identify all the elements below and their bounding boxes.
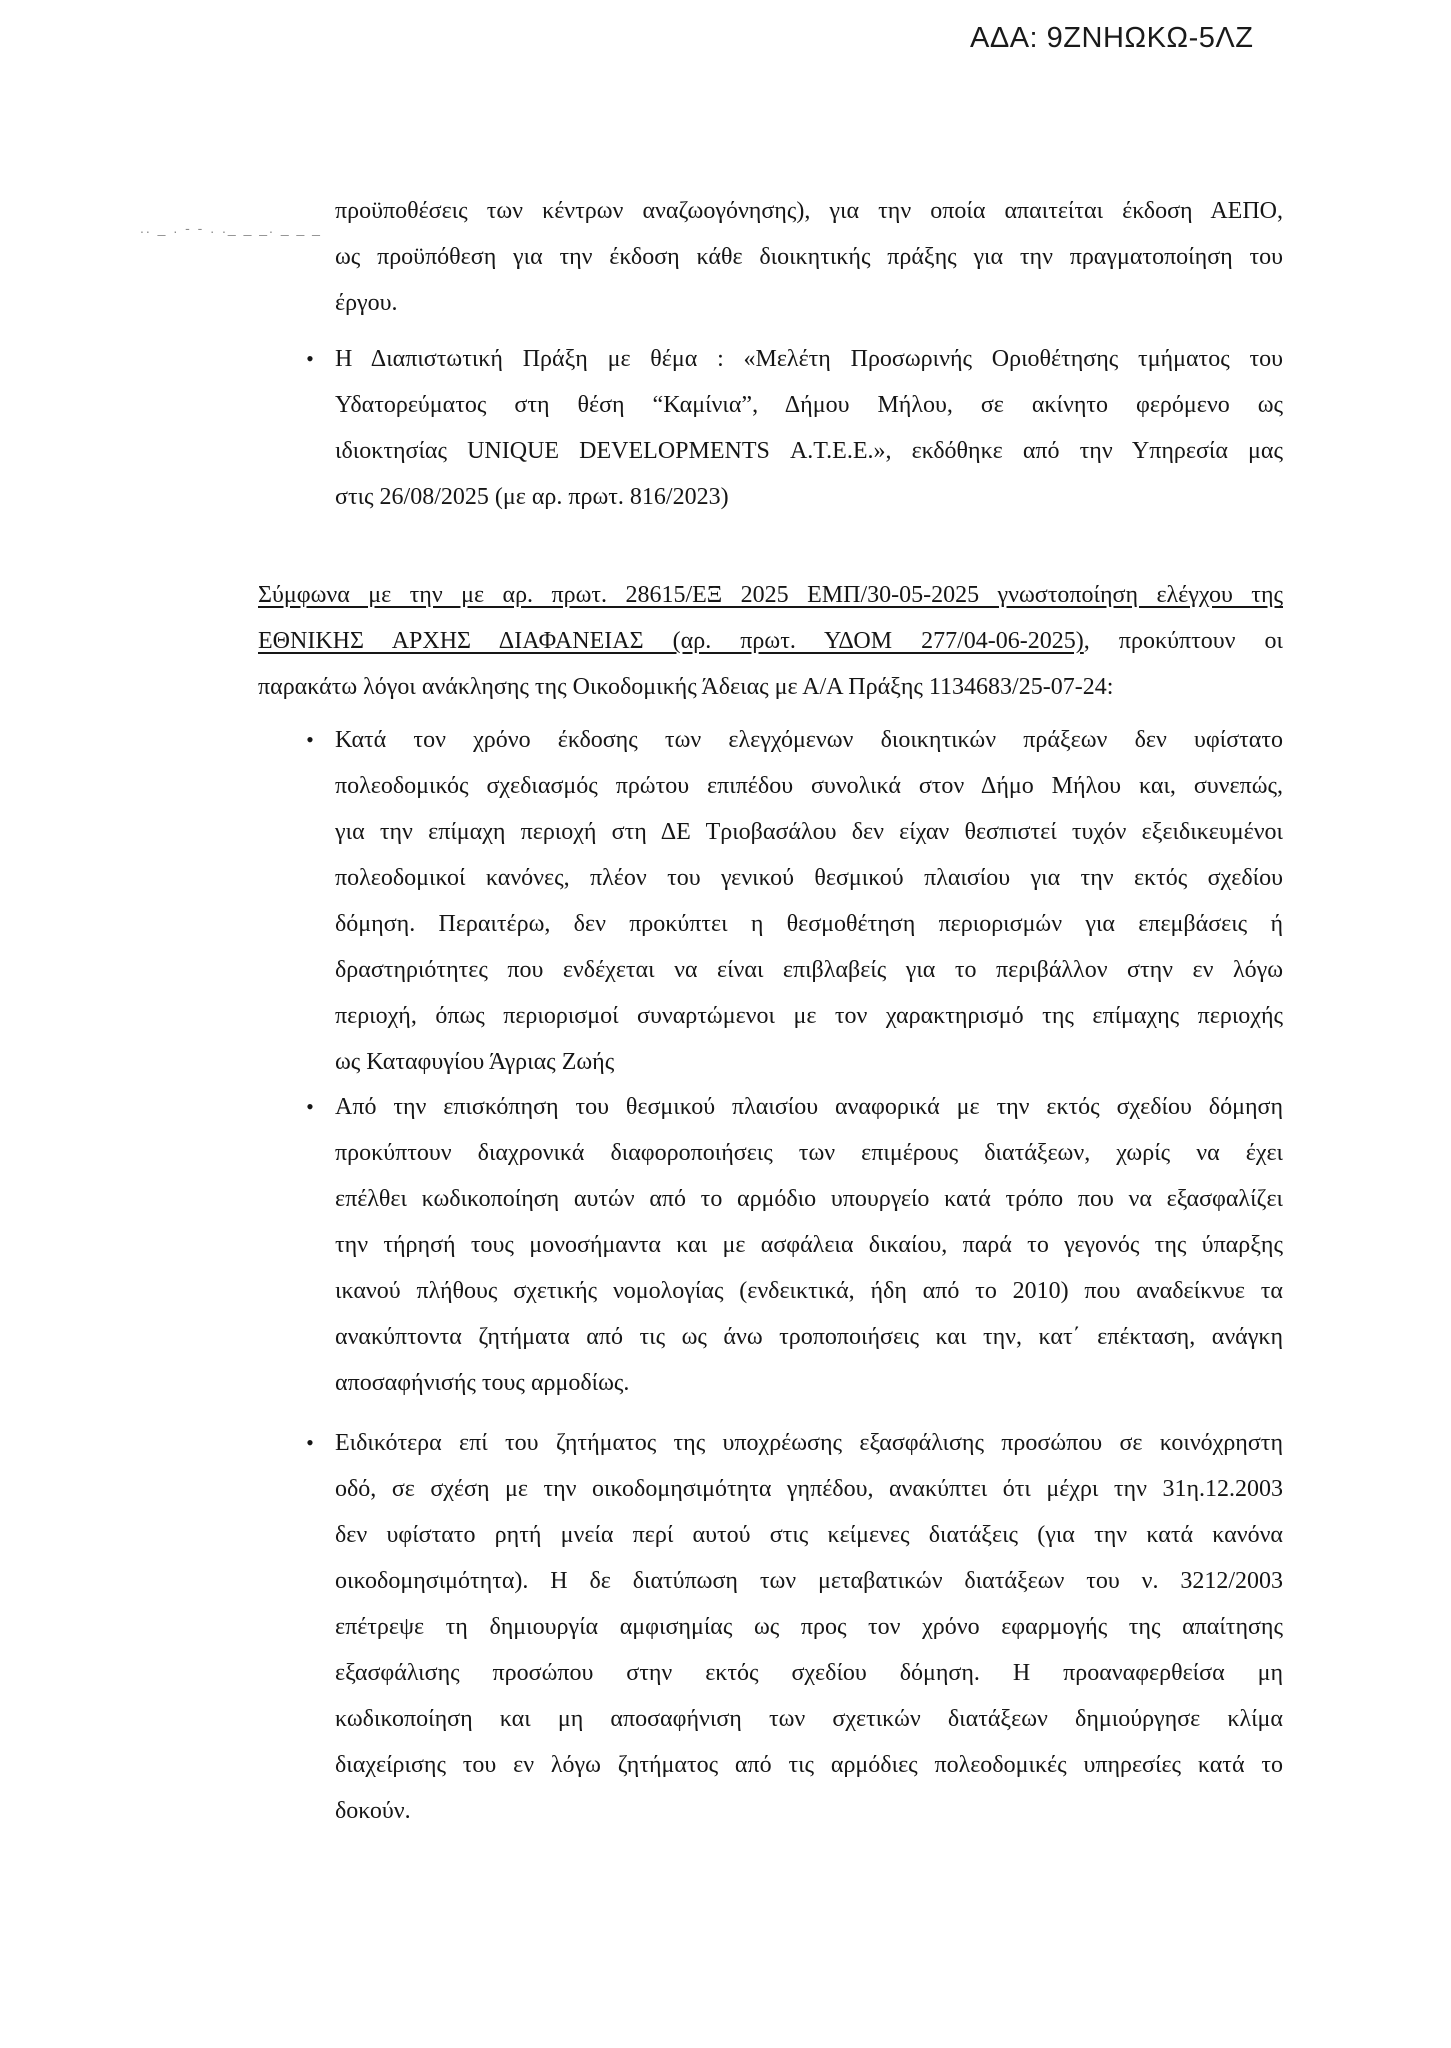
text-line: εξασφάλισης προσώπου στην εκτός σχεδίου δόμηση. Η προαναφερθείσα μη — [335, 1660, 1283, 1686]
text-line: για την επίμαχη περιοχή στη ΔΕ Τριοβασάλου δεν είχαν θεσπιστεί τυχόν εξειδικευμένοι — [335, 819, 1283, 845]
text-line: αποσαφήνισής τους αρμοδίως. — [335, 1370, 630, 1396]
bullet-item-road-frontage — [306, 1420, 1283, 1834]
text-line: δόμηση. Περαιτέρω, δεν προκύπτει η θεσμοθέτηση περιορισμών για επεμβάσεις ή — [335, 911, 1283, 937]
scan-artifact-marks: .. _ . - - . ._ _ _. _ _ _ — [140, 220, 322, 236]
bullet-item-planning — [306, 717, 1283, 1085]
section-line-2-rest: , προκύπτουν οι — [1083, 628, 1284, 654]
section-intro — [258, 572, 1283, 710]
text-line: δραστηριότητες που ενδέχεται να είναι επιβλαβείς για το περιβάλλον στην εν λόγω — [335, 957, 1283, 983]
intro-paragraph — [335, 188, 1283, 326]
ada-identifier: ΑΔΑ: 9ΖΝΗΩΚΩ-5ΛΖ — [970, 22, 1254, 54]
text-line: επέλθει κωδικοποίηση αυτών από το αρμόδιο υπουργείο κατά τρόπο που να εξασφαλίζει — [335, 1186, 1283, 1212]
text-line: έργου. — [335, 290, 398, 316]
bullet-icon: • — [306, 346, 314, 371]
text-line: πολεοδομικοί κανόνες, πλέον του γενικού θεσμικού πλαισίου για την εκτός σχεδίου — [335, 865, 1283, 891]
text-line: ιδιοκτησίας UNIQUE DEVELOPMENTS Α.Τ.Ε.Ε.», εκδόθηκε από την Υπηρεσία μας — [335, 438, 1283, 464]
text-line: ανακύπτοντα ζητήματα από τις ως άνω τροποποιήσεις και την, κατ΄ επέκταση, ανάγκη — [335, 1324, 1283, 1350]
text-line: προκύπτουν διαχρονικά διαφοροποιήσεις των επιμέρους διατάξεων, χωρίς να έχει — [335, 1140, 1283, 1166]
text-line: οδό, σε σχέση με την οικοδομησιμότητα γηπέδου, ανακύπτει ότι μέχρι την 31η.12.2003 — [335, 1476, 1283, 1502]
notification-reference: Σύμφωνα με την με αρ. πρωτ. 28615/ΕΞ 2025 ΕΜΠ/30-05-2025 γνωστοποίηση ελέγχου της — [258, 582, 1283, 608]
bullet-icon: • — [306, 1430, 314, 1455]
text-line: δοκούν. — [335, 1798, 411, 1824]
authority-reference: ΕΘΝΙΚΗΣ ΑΡΧΗΣ ΔΙΑΦΑΝΕΙΑΣ (αρ. πρωτ. ΥΔΟΜ 277/04-06-2025) — [258, 628, 1084, 654]
text-line: προϋποθέσεις των κέντρων αναζωογόνησης), για την οποία απαιτείται έκδοση ΑΕΠΟ, — [335, 198, 1283, 224]
text-line: την τήρησή τους μονοσήμαντα και με ασφάλεια δικαίου, παρά το γεγονός της ύπαρξης — [335, 1232, 1283, 1258]
section-line-3: παρακάτω λόγοι ανάκλησης της Οικοδομικής Άδειας με Α/Α Πράξης 1134683/25-07-24: — [258, 674, 1114, 700]
text-line: πολεοδομικός σχεδιασμός πρώτου επιπέδου συνολικά στον Δήμο Μήλου και, συνεπώς, — [335, 773, 1283, 799]
text-line: Υδατορεύματος στη θέση “Καμίνια”, Δήμου Μήλου, σε ακίνητο φερόμενο ως — [335, 392, 1283, 418]
section-line-2 — [258, 618, 1283, 664]
text-line: Η Διαπιστωτική Πράξη με θέμα : «Μελέτη Προσωρινής Οριοθέτησης τμήματος του — [335, 346, 1283, 372]
text-line: Από την επισκόπηση του θεσμικού πλαισίου αναφορικά με την εκτός σχεδίου δόμηση — [335, 1094, 1283, 1120]
text-line: κωδικοποίηση και μη αποσαφήνιση των σχετικών διατάξεων δημιούργησε κλίμα — [335, 1706, 1283, 1732]
text-line: επέτρεψε τη δημιουργία αμφισημίας ως προς τον χρόνο εφαρμογής της απαίτησης — [335, 1614, 1283, 1640]
text-line: ως Καταφυγίου Άγριας Ζωής — [335, 1049, 615, 1075]
bullet-item-diapistotiki — [306, 336, 1283, 520]
bullet-icon: • — [306, 727, 314, 752]
bullet-icon: • — [306, 1094, 314, 1119]
text-line: στις 26/08/2025 (με αρ. πρωτ. 816/2023) — [335, 484, 729, 510]
text-line: περιοχή, όπως περιορισμοί συναρτώμενοι με τον χαρακτηρισμό της επίμαχης περιοχής — [335, 1003, 1283, 1029]
text-line: ικανού πλήθους σχετικής νομολογίας (ενδεικτικά, ήδη από το 2010) που αναδείκνυε τα — [335, 1278, 1283, 1304]
text-line: διαχείρισης του εν λόγω ζητήματος από τις αρμόδιες πολεοδομικές υπηρεσίες κατά το — [335, 1752, 1283, 1778]
text-line: οικοδομησιμότητα). Η δε διατύπωση των μεταβατικών διατάξεων του ν. 3212/2003 — [335, 1568, 1283, 1594]
section-line-1 — [258, 572, 1283, 618]
text-line: Κατά τον χρόνο έκδοσης των ελεγχόμενων διοικητικών πράξεων δεν υφίστατο — [335, 727, 1283, 753]
text-line: Ειδικότερα επί του ζητήματος της υποχρέωσης εξασφάλισης προσώπου σε κοινόχρηστη — [335, 1430, 1283, 1456]
text-line: δεν υφίστατο ρητή μνεία περί αυτού στις κείμενες διατάξεις (για την κατά κανόνα — [335, 1522, 1283, 1548]
text-line: ως προϋπόθεση για την έκδοση κάθε διοικητικής πράξης για την πραγματοποίηση του — [335, 244, 1283, 270]
bullet-item-framework — [306, 1084, 1283, 1406]
